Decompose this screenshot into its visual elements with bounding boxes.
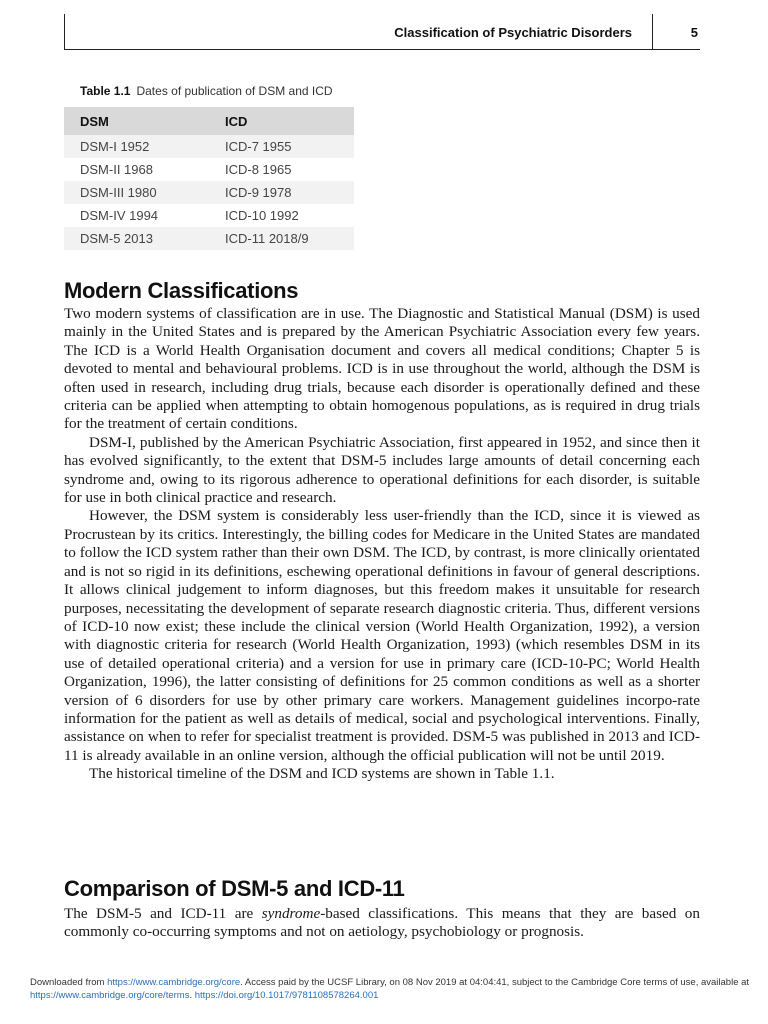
download-footer: [30, 976, 750, 1002]
doi-link[interactable]: https://doi.org/10.1017/9781108578264.001: [194, 990, 379, 1001]
column-header-icd: ICD: [209, 107, 354, 135]
table-caption-label: Table 1.1: [80, 84, 131, 98]
table-cell: ICD-9 1978: [209, 181, 354, 204]
section-body-modern-classifications: [64, 305, 700, 784]
table-row: [64, 181, 354, 204]
table-row: [64, 135, 354, 158]
running-head: Classification of Psychiatric Disorders: [394, 25, 632, 40]
column-header-dsm: DSM: [64, 107, 209, 135]
section-heading-comparison: Comparison of DSM-5 and ICD-11: [64, 876, 405, 901]
table-cell: DSM-IV 1994: [80, 208, 159, 223]
cambridge-core-link[interactable]: https://www.cambridge.org/core: [107, 977, 241, 988]
header-rule-left: [64, 14, 65, 50]
header-rule-divider: [652, 14, 653, 50]
table-cell: DSM-5 2013: [64, 227, 209, 250]
table-header-row: [64, 107, 354, 135]
table-cell: DSM-III 1980: [64, 181, 209, 204]
footer-text: Downloaded from: [30, 977, 108, 988]
paragraph: DSM-I, published by the American Psychiatric Association, first appeared in 1952, and since then it has evolved significantly, to the extent that DSM-5 includes large amounts of detail concerning each syndrome and, owing to its rigorous adherence to operational definitions for each disorder, is suitable for use in both clinical practice and research.: [64, 433, 700, 507]
table-caption-text: Dates of publication of DSM and ICD: [136, 84, 333, 98]
table-cell: DSM-I 1952: [64, 135, 209, 158]
table-row: [64, 158, 354, 181]
footer-text: . Access paid by the UCSF Library, on 08 Nov 2019 at 04:04:41, subject to the Cambridge Core terms of use, available at: [240, 977, 750, 988]
paragraph-text: -based classifications. This means that they are based on commonly co-occurring symptoms and not on aetiology, psychobiology or prognosis.: [64, 905, 700, 941]
paragraph: The historical timeline of the DSM and ICD systems are shown in Table 1.1.: [89, 765, 555, 783]
table-cell: ICD-10 1992: [225, 208, 299, 223]
emphasis-text: syndrome: [261, 905, 321, 922]
paragraph: Two modern systems of classification are in use. The Diagnostic and Statistical Manual (DSM) is used mainly in the United States and is prepared by the American Psychiatric Association every few years. The ICD is a World Health Organisation document and covers all medical conditions; Chapter 5 is devoted to mental and behavioural problems. ICD is in use throughout the world, although the DSM is often used in research, including drug trials, because each disorder is operationally defined and these criteria can be applied when attempting to obtain homogenous populations, as is required in drug trials for the treatment of certain conditions.: [64, 305, 700, 433]
page-number: 5: [690, 25, 698, 40]
paragraph: [64, 905, 700, 942]
table-cell: ICD-7 1955: [209, 135, 354, 158]
table-cell: ICD-11 2018/9: [209, 227, 354, 250]
terms-link[interactable]: https://www.cambridge.org/core/terms: [30, 990, 190, 1001]
paragraph: However, the DSM system is considerably less user-friendly than the ICD, since it is viewed as Procrustean by its critics. Interestingly, the billing codes for Medicare in the United States are mandated to follow the ICD system rather than their own DSM. The ICD, by contrast, is more clinically orientated and is not so rigid in its definitions, eschewing operational definitions in favour of general descriptions. It allows clinical judgement to inform diagnoses, but this freedom makes it unsuitable for research purposes, necessitating the development of separate research diagnostic criteria. Thus, different versions of ICD-10 now exist; these include the clinical version (World Health Organization, 1992), a version with diagnostic criteria for research (World Health Organization, 1993) (which resembles DSM in its use of detailed operational criteria) and a version for use in primary care (ICD-10-PC; World Health Organization, 1996), the latter consisting of definitions for 25 common conditions as well as a shorter version of 6 disorders for use by other primary care workers. Management guidelines incorpo-rate information for the patient as well as details of medical, social and psychological interventions. Finally, assistance on when to refer for specialist treatment is provided. DSM-5 was published in 2013 and ICD-11 is already available in an online version, although the official publication will not be until 2019.: [64, 507, 700, 764]
table-cell: ICD-8 1965: [225, 162, 292, 177]
header-rule-bottom: [64, 49, 700, 50]
section-body-comparison: [64, 905, 700, 942]
table-caption: [80, 84, 333, 98]
table-cell: DSM-II 1968: [80, 162, 153, 177]
section-heading-modern-classifications: Modern Classifications: [64, 278, 299, 303]
paragraph-text: The DSM-5 and ICD-11 are: [64, 905, 262, 922]
table-row: [64, 204, 354, 227]
footer-text: .: [189, 990, 195, 1001]
table-row: [64, 227, 354, 250]
dsm-icd-table: [64, 107, 354, 250]
